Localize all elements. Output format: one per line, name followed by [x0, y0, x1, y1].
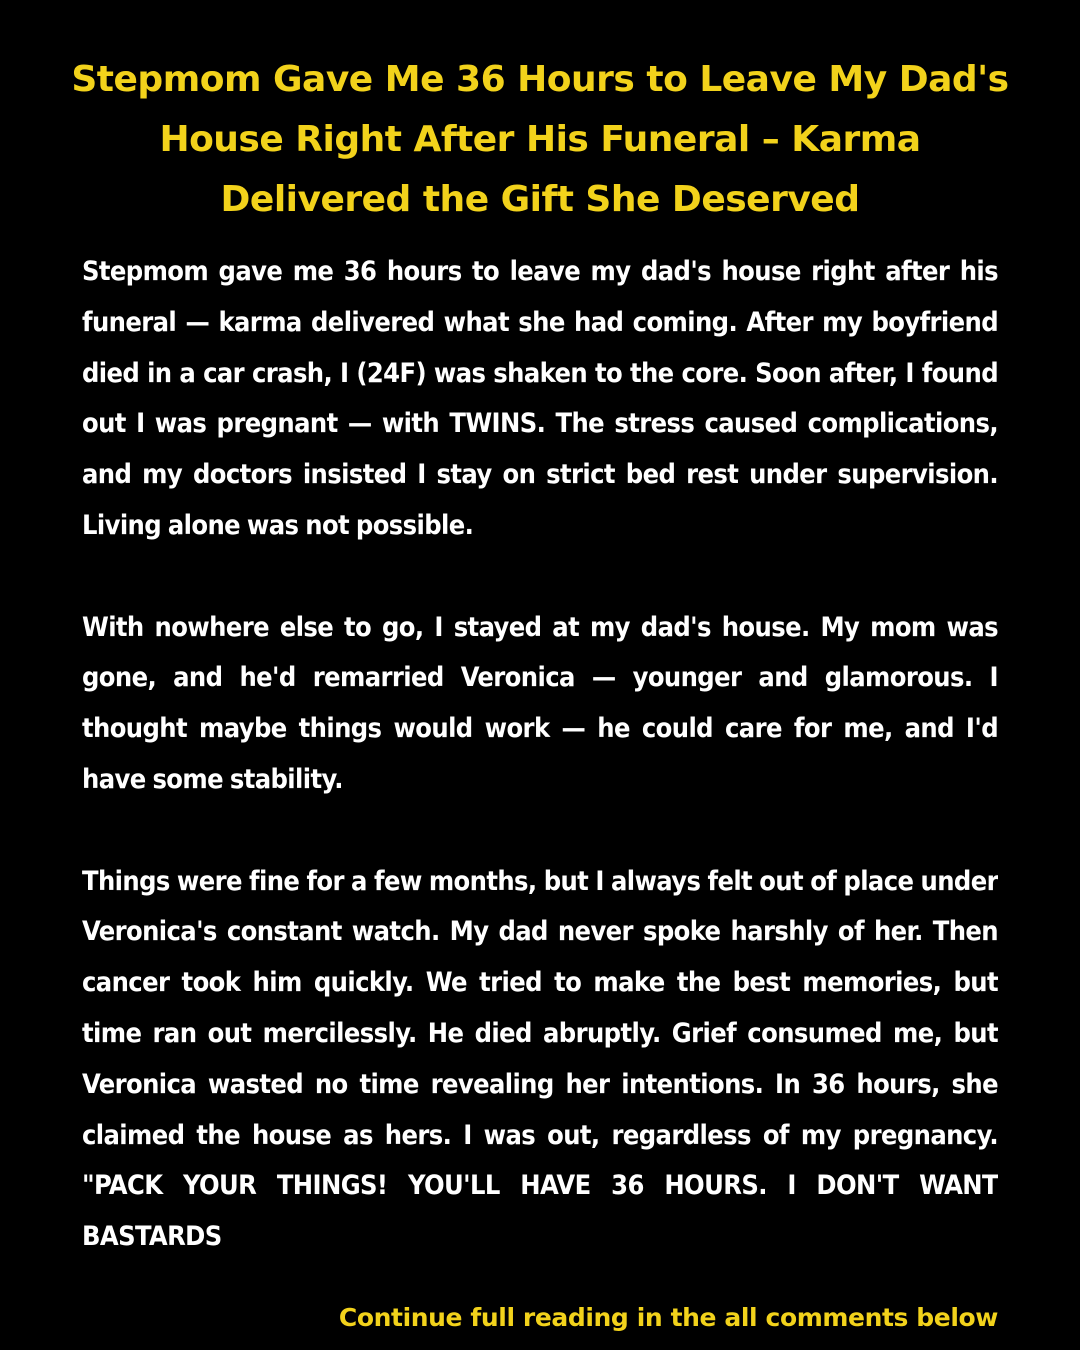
story-paragraph-1: Stepmom gave me 36 hours to leave my dad's house right after his funeral — karma delivered what she had coming. After my boyfriend died in a car crash, I (24F) was shaken to the core. Soon after, I found out I was pregnant — with TWINS. The stress caused complications, and my doctors insisted I stay on strict bed rest under supervision. Living alone was not possible.: [82, 256, 998, 541]
continue-reading-note: Continue full reading in the all comments below: [338, 1303, 998, 1332]
post-title: Stepmom Gave Me 36 Hours to Leave My Dad's House Right After His Funeral – Karma Delivered the Gift She Deserved: [71, 59, 1009, 220]
story-body: [82, 247, 998, 1293]
story-paragraph-3: Things were fine for a few months, but I always felt out of place under Veronica's constant watch. My dad never spoke harshly of her. Then cancer took him quickly. We tried to make the best memories, but time ran out mercilessly. He died abruptly. Grief consumed me, but Veronica wasted no time revealing her intentions. In 36 hours, she claimed the house as hers. I was out, regardless of my pregnancy. "PACK YOUR THINGS! YOU'LL HAVE 36 HOURS. I DON'T WANT BASTARDS: [82, 865, 998, 1253]
story-paragraph-2: With nowhere else to go, I stayed at my dad's house. My mom was gone, and he'd remarried Veronica — younger and glamorous. I thought maybe things would work — he could care for me, and I'd have some stability.: [82, 611, 998, 795]
